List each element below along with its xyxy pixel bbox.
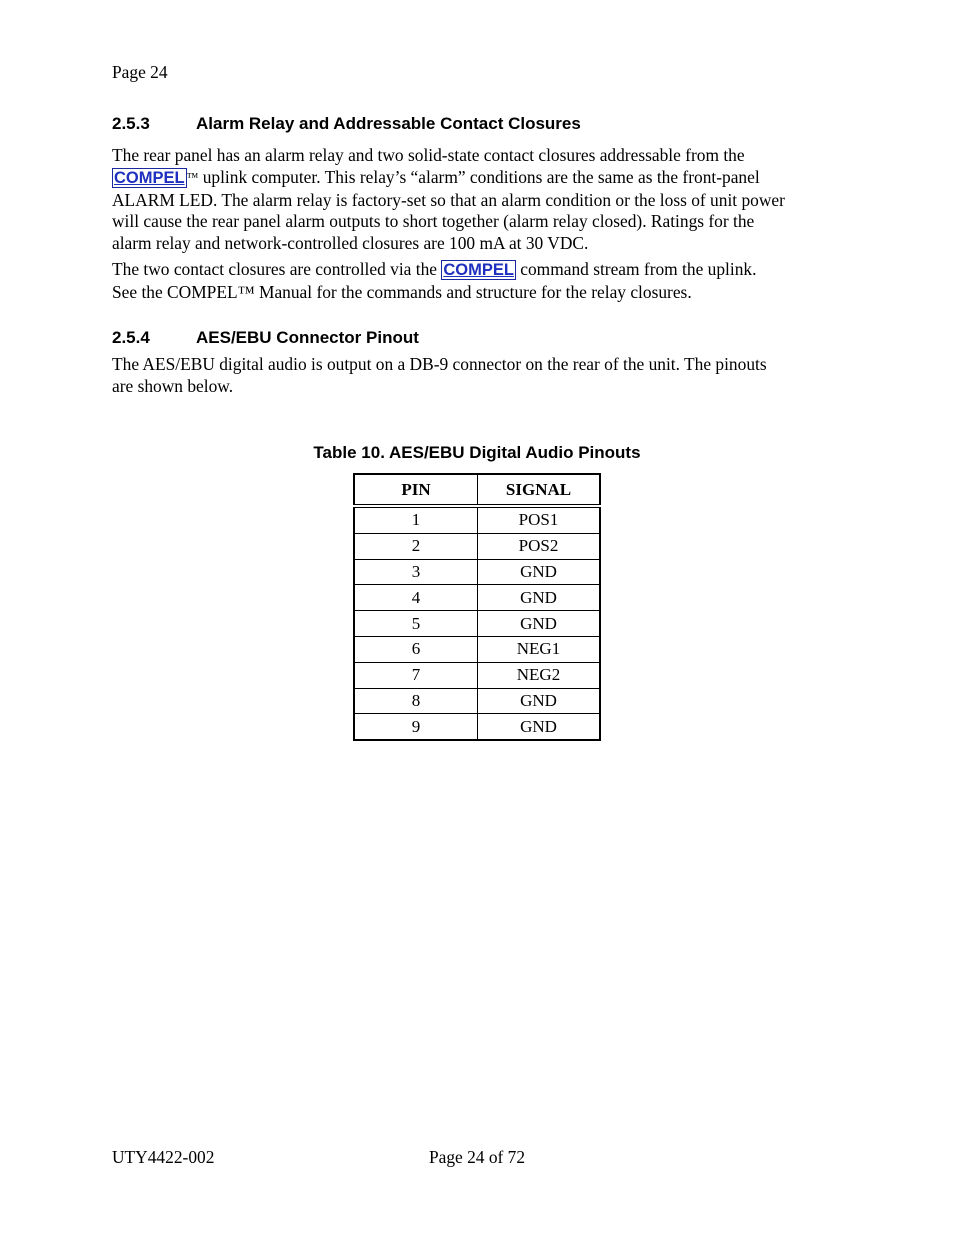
- text-line: The AES/EBU digital audio is output on a DB-9 connector on the rear of the unit. The pinouts: [112, 354, 767, 374]
- section-heading-2-5-3: [112, 114, 581, 134]
- table-row: [354, 714, 600, 740]
- column-header-signal: SIGNAL: [478, 474, 601, 506]
- table-row: [354, 688, 600, 714]
- text-line: alarm relay and network-controlled closures are 100 mA at 30 VDC.: [112, 233, 589, 254]
- section-number: 2.5.3: [112, 114, 150, 133]
- pin-cell: 3: [354, 559, 478, 585]
- footer-page-number: Page 24 of 72: [428, 1147, 526, 1167]
- table-row: [354, 585, 600, 611]
- section-heading-2-5-4: [112, 328, 419, 348]
- table-row: [354, 559, 600, 585]
- text-line: See the COMPEL™ Manual for the commands and structure for the relay closures.: [112, 281, 692, 302]
- column-header-pin: PIN: [354, 474, 478, 506]
- signal-cell: GND: [478, 714, 601, 740]
- trademark-symbol: ™: [186, 169, 199, 184]
- signal-cell: GND: [478, 559, 601, 585]
- section-number: 2.5.4: [112, 328, 150, 347]
- pin-cell: 4: [354, 585, 478, 611]
- pin-cell: 1: [354, 506, 478, 533]
- table-row: [354, 611, 600, 637]
- compel-link[interactable]: COMPEL: [114, 168, 185, 187]
- text-span: The two contact closures are controlled via the: [112, 259, 442, 279]
- table-row: [354, 636, 600, 662]
- text-line: The rear panel has an alarm relay and two solid-state contact closures addressable from the: [112, 145, 745, 165]
- paragraph-alarm-relay: [112, 145, 852, 255]
- table-header-row: [354, 474, 600, 506]
- pin-cell: 6: [354, 636, 478, 662]
- table-caption: Table 10. AES/EBU Digital Audio Pinouts: [313, 443, 641, 462]
- text-line: will cause the rear panel alarm outputs to short together (alarm relay closed). Ratings for the: [112, 211, 755, 232]
- signal-cell: POS2: [478, 533, 601, 559]
- text-line: [112, 259, 852, 282]
- table-row: [354, 533, 600, 559]
- signal-cell: POS1: [478, 506, 601, 533]
- paragraph-aes-ebu: [112, 354, 852, 398]
- pinout-table: [353, 473, 601, 741]
- signal-cell: NEG1: [478, 636, 601, 662]
- text-span: command stream from the uplink.: [515, 259, 757, 279]
- signal-cell: GND: [478, 611, 601, 637]
- signal-cell: GND: [478, 688, 601, 714]
- table-row: [354, 662, 600, 688]
- pin-cell: 9: [354, 714, 478, 740]
- text-line: are shown below.: [112, 375, 234, 396]
- section-title: AES/EBU Connector Pinout: [196, 328, 419, 347]
- section-title: Alarm Relay and Addressable Contact Closures: [196, 114, 581, 133]
- page-header: Page 24: [112, 62, 168, 82]
- table-row: [354, 506, 600, 533]
- text-span: uplink computer. This relay’s “alarm” conditions are the same as the front-panel: [198, 166, 760, 187]
- compel-link[interactable]: COMPEL: [443, 261, 514, 279]
- footer-doc-id: UTY4422-002: [112, 1147, 215, 1167]
- paragraph-contact-closures: [112, 259, 852, 304]
- signal-cell: NEG2: [478, 662, 601, 688]
- signal-cell: GND: [478, 585, 601, 611]
- pin-cell: 5: [354, 611, 478, 637]
- pin-cell: 2: [354, 533, 478, 559]
- text-line: [112, 167, 852, 190]
- pin-cell: 8: [354, 688, 478, 714]
- pin-cell: 7: [354, 662, 478, 688]
- text-line: ALARM LED. The alarm relay is factory-set so that an alarm condition or the loss of unit power: [112, 189, 785, 210]
